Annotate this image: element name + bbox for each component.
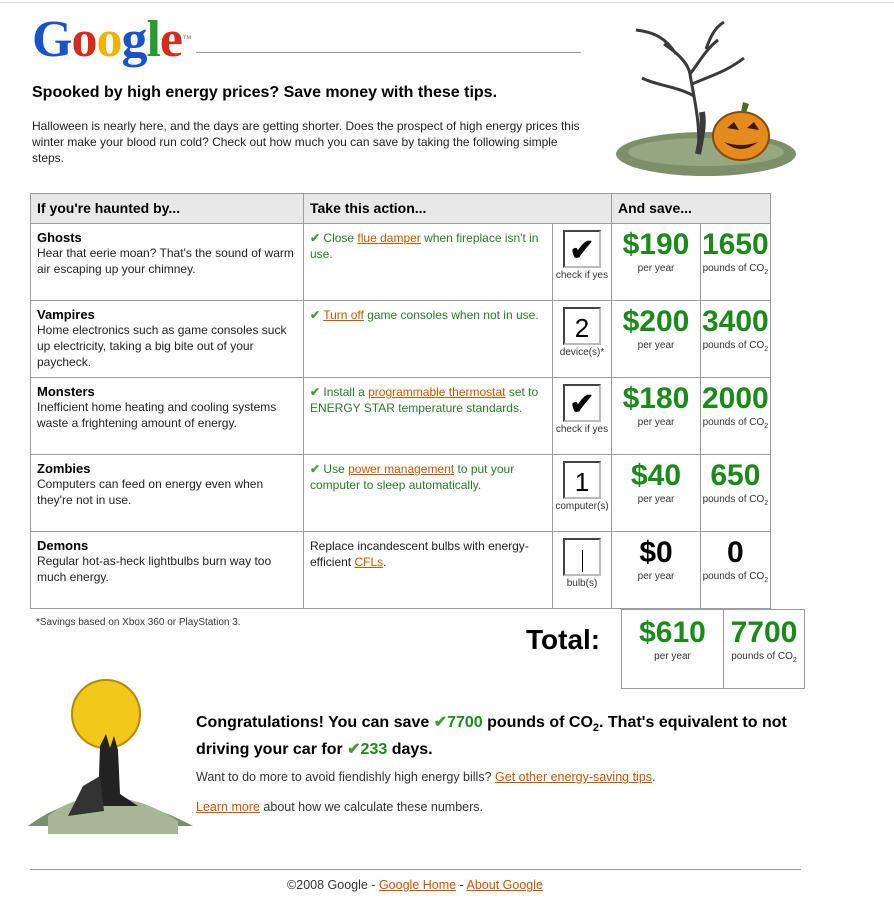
checkmark-icon: ✔ <box>347 741 361 759</box>
monster-description: Computers can feed on energy even when they're not in use. <box>37 477 264 507</box>
monster-description: Home electronics such as game consoles suck up electricity, taking a big bite out of your paycheck. <box>37 323 287 369</box>
flue-damper-link[interactable]: flue damper <box>357 231 421 245</box>
haunted-castle-moon-image <box>28 676 193 841</box>
fireplace-checkbox[interactable]: ✔ <box>563 230 601 268</box>
total-label: Total: <box>526 624 601 655</box>
table-row: Ghosts Hear that eerie moan? That's the sound of warm air escaping up your chimney. ✔ Close flue damper when fireplace isn't in use. ✔ check if yes $190 per year 1650 pounds of $CO_2$ <box>31 224 771 301</box>
halloween-tree-pumpkin-image <box>606 14 801 182</box>
thermostat-checkbox[interactable]: ✔ <box>563 384 601 422</box>
learn-more-line: Learn more about how we calculate these numbers. <box>196 800 483 814</box>
top-border <box>0 2 894 3</box>
total-co2: 7700 <box>730 616 798 649</box>
header-action: Take this action... <box>304 194 612 224</box>
header-save: And save... <box>612 194 771 224</box>
energy-tips-link[interactable]: Get other energy-saving tips <box>495 770 653 784</box>
control-caption: bulb(s) <box>566 578 598 589</box>
money-saved: $40 <box>630 459 682 492</box>
power-management-link[interactable]: power management <box>348 462 455 476</box>
logo-divider <box>196 52 581 53</box>
congratulations-message: Congratulations! You can save ✔7700 pounds of $CO_2$. That's equivalent to not driving your car for ✔233 days. <box>196 714 787 759</box>
monster-name: Demons <box>37 538 89 553</box>
more-tips-line: Want to do more to avoid fiendishly high energy bills? Get other energy-saving tips. <box>196 770 656 784</box>
energy-tips-table <box>30 193 771 609</box>
total-money: $610 <box>639 616 706 649</box>
control-caption: computer(s) <box>555 501 609 512</box>
control-caption: device(s)* <box>559 347 605 358</box>
money-saved: $200 <box>622 305 690 338</box>
checkmark-icon: ✔ <box>310 385 321 399</box>
co2-saved: 0 <box>727 536 744 569</box>
money-saved: $190 <box>622 228 690 261</box>
intro-text: Halloween is nearly here, and the days are getting shorter. Does the prospect of high energy prices this winter make your blood run cold? Check out how much you can save by taking the following simple steps. <box>32 119 580 165</box>
co2-saved: 3400 <box>702 305 769 338</box>
bulbs-input[interactable] <box>563 538 601 576</box>
monster-description: Regular hot-as-heck lightbulbs burn way too much energy. <box>37 554 272 584</box>
table-row: Zombies Computers can feed on energy even when they're not in use. ✔ Use power management to put your computer to sleep automatically. 1 computer(s) $40 per year 650 pounds of $CO_2$ <box>31 455 771 532</box>
checkmark-icon: ✔ <box>310 231 321 245</box>
turn-off-link[interactable]: Turn off <box>323 308 364 322</box>
google-logo[interactable]: Google™ <box>32 11 191 68</box>
co2-total-value: 7700 <box>447 714 483 731</box>
google-home-link[interactable]: Google Home <box>378 878 457 892</box>
programmable-thermostat-link[interactable]: programmable thermostat <box>368 385 506 399</box>
totals-table: $610 per year 7700 pounds of $CO_2$ <box>621 609 805 689</box>
footer-divider <box>30 869 801 870</box>
co2-saved: 2000 <box>702 382 769 415</box>
monster-description: Hear that eerie moan? That's the sound of warm air escaping up your chimney. <box>37 246 294 276</box>
co2-saved: 650 <box>710 459 761 492</box>
computers-input[interactable]: 1 <box>563 461 601 499</box>
money-saved: $0 <box>639 536 673 569</box>
co2-saved: 1650 <box>702 228 769 261</box>
table-row: Vampires Home electronics such as game consoles suck up electricity, taking a big bite out of your paycheck. ✔ Turn off game consoles when not in use. 2 device(s)* $200 per year 3400 pounds of $CO_2$ <box>31 301 771 378</box>
page-footer: ©2008 Google - Google Home - About Google <box>287 878 543 892</box>
control-caption: check if yes <box>555 270 609 281</box>
table-row: Monsters Inefficient home heating and cooling systems waste a frightening amount of energy. ✔ Install a programmable thermostat set to ENERGY STAR temperature standards. ✔ check if yes $180 per year 2000 pounds of $CO_2$ <box>31 378 771 455</box>
text-caret <box>582 550 583 572</box>
checkmark-icon: ✔ <box>310 462 321 476</box>
monster-name: Vampires <box>37 307 95 322</box>
days-value: 233 <box>360 741 388 759</box>
header-haunted: If you're haunted by... <box>31 194 304 224</box>
cfls-link[interactable]: CFLs <box>354 555 384 569</box>
checkmark-icon: ✔ <box>310 308 321 322</box>
monster-description: Inefficient home heating and cooling systems waste a frightening amount of energy. <box>37 400 277 430</box>
monster-name: Zombies <box>37 461 91 476</box>
page-headline: Spooked by high energy prices? Save money with these tips. <box>32 84 498 101</box>
about-google-link[interactable]: About Google <box>466 878 543 892</box>
learn-more-link[interactable]: Learn more <box>196 800 260 814</box>
savings-footnote: *Savings based on Xbox 360 or PlayStation 3. <box>36 617 241 628</box>
monster-name: Monsters <box>37 384 95 399</box>
monster-name: Ghosts <box>37 230 82 245</box>
control-caption: check if yes <box>555 424 609 435</box>
money-saved: $180 <box>622 382 690 415</box>
devices-input[interactable]: 2 <box>563 307 601 345</box>
table-row: Demons Regular hot-as-heck lightbulbs burn way too much energy. Replace incandescent bulbs with energy-efficient CFLs. bulb(s) $0 per year 0 pounds of $CO_2$ <box>31 532 771 609</box>
checkmark-icon: ✔ <box>433 714 448 731</box>
